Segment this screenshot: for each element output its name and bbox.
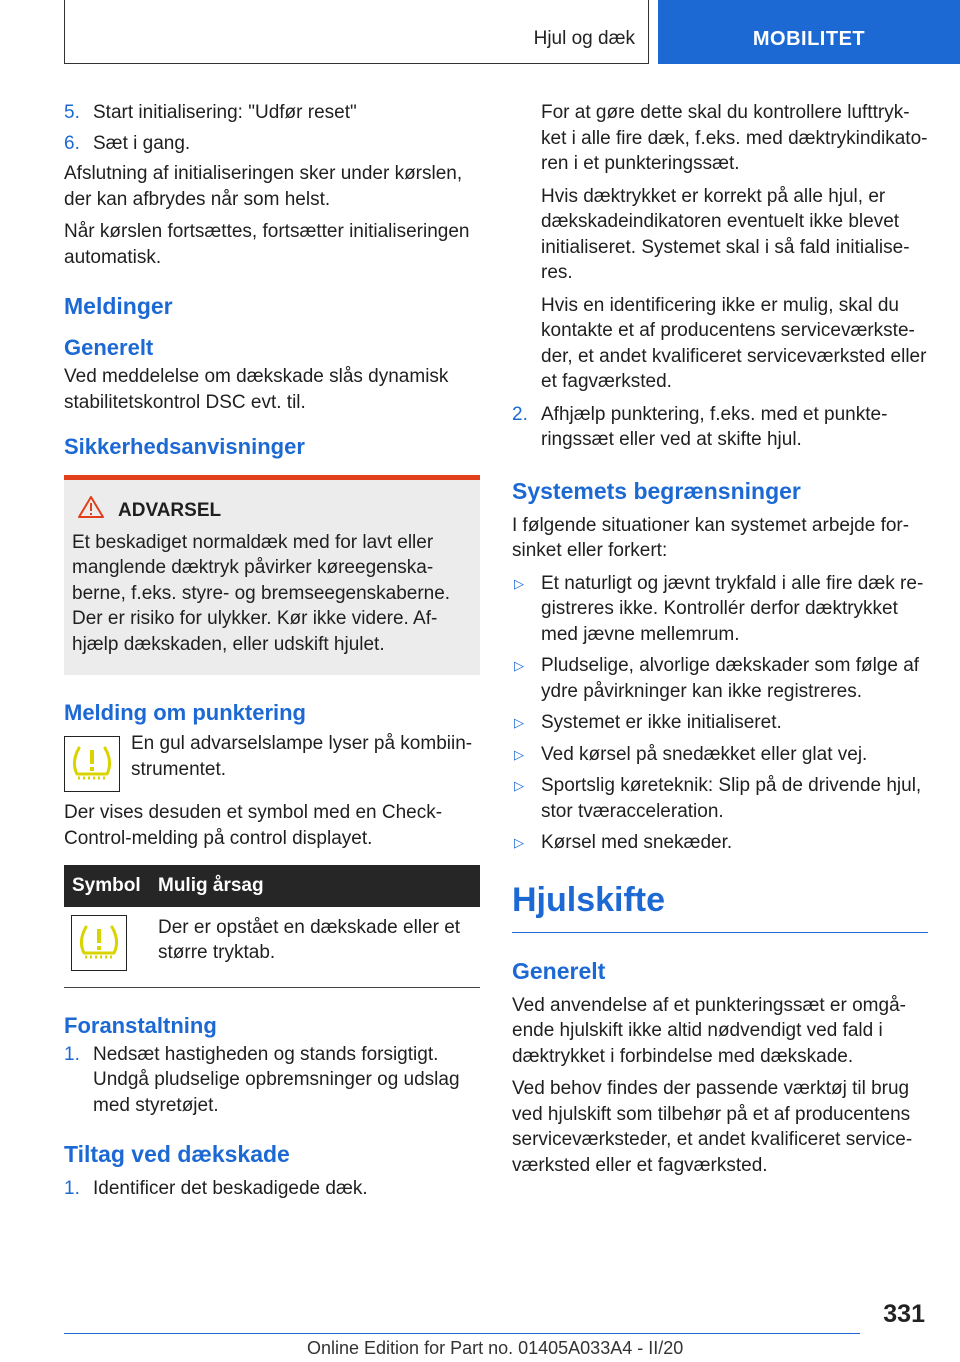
step-text: Afhjælp punktering, f.eks. med et punkteringssæt eller ved at skifte hjul. <box>541 403 888 450</box>
list-item: ▷ Kørsel med snekæder. <box>512 830 928 856</box>
warning-header <box>72 496 472 526</box>
right-column <box>512 100 928 1185</box>
table-cell-symbol <box>64 907 150 988</box>
heading-generelt: Generelt <box>512 957 606 984</box>
step-text: Sæt i gang. <box>93 132 191 154</box>
list-item: ▷ Sportslig køreteknik: Slip på de drivende hjul, stor tværacceleration. <box>512 773 928 824</box>
step-number: 2. <box>512 403 528 425</box>
warning-triangle-icon <box>72 496 118 526</box>
triangle-bullet-icon: ▷ <box>514 715 524 730</box>
triangle-bullet-icon: ▷ <box>514 835 524 850</box>
step-number: 6. <box>64 132 80 154</box>
step-2 <box>512 402 928 453</box>
step-number: 1. <box>64 1043 80 1065</box>
step-6 <box>64 131 480 157</box>
list-item: ▷ Pludselige, alvorlige dækskader som følge af ydre påvirkninger kan ikke registreres. <box>512 653 928 704</box>
section-title: Hjul og dæk <box>533 28 635 49</box>
step-number: 5. <box>64 102 80 123</box>
paragraph: Der vises desuden et symbol med en Check-Control-melding på control displayet. <box>64 802 443 849</box>
chapter-heading-hjulskifte: Hjulskifte <box>512 880 928 933</box>
heading-begraensninger: Systemets begrænsninger <box>512 477 801 504</box>
footer-divider <box>64 1333 860 1334</box>
list-item: ▷ Ved kørsel på snedækket eller glat vej. <box>512 742 928 768</box>
table-cell-cause: Der er opstået en dækskade eller et større tryktab. <box>150 907 480 988</box>
warning-text: Et beskadiget normaldæk med for lavt eller manglende dæktryk påvirker køreegenskaberne, f.eks. styre- og bremseegenskaberne. Der er risiko for ulykker. Kør ikke videre. Afhjælp dækskaden, eller udskift hjulet. <box>72 531 451 655</box>
step-text: Nedsæt hastigheden og stands forsigtigt. Undgå pludselige opbremsninger og udslag med styretøjet. <box>93 1043 460 1116</box>
heading-foranstaltning: Foranstaltning <box>64 1012 217 1038</box>
table-header-cause: Mulig årsag <box>150 865 480 907</box>
paragraph: Når kørslen fortsættes, fortsætter initialiseringen automatisk. <box>64 221 470 268</box>
table-header-row <box>64 865 480 907</box>
heading-sikkerhed: Sikkerhedsanvisninger <box>64 434 305 459</box>
step-text: Identificer det beskadigede dæk. <box>93 1178 368 1199</box>
triangle-bullet-icon: ▷ <box>514 575 524 591</box>
table-row <box>64 907 480 988</box>
paragraph: Afslutning af initialiseringen sker under kørslen, der kan afbrydes når som helst. <box>64 163 463 210</box>
paragraph: Ved meddelelse om dækskade slås dynamisk stabilitetskontrol DSC evt. til. <box>64 366 449 413</box>
list-item: ▷ Et naturligt og jævnt trykfald i alle fire dæk registreres ikke. Kontrollér derfor dæktrykket med jævne mellemrum. <box>512 571 928 648</box>
paragraph: Hvis dæktrykket er korrekt på alle hjul, er dækskadeindikatoren eventuelt ikke blevet initialiseret. Systemet skal i så fald initialiseres. <box>541 185 910 283</box>
step-1 <box>64 1042 480 1119</box>
symbol-table <box>64 865 480 988</box>
chapter-tab: MOBILITET <box>658 0 960 64</box>
lamp-block <box>64 731 480 792</box>
warning-box <box>64 475 480 675</box>
heading-generelt: Generelt <box>64 335 154 360</box>
left-column <box>64 100 480 1207</box>
tire-pressure-warning-icon <box>64 736 120 792</box>
heading-melding: Melding om punktering <box>64 700 306 725</box>
paragraph: Ved anvendelse af et punkteringssæt er omgående hjulskift ikke altid nødvendigt ved fald i dæktrykket i forbindelse med dækskade. <box>512 994 906 1067</box>
step-number: 1. <box>64 1178 80 1199</box>
paragraph: Hvis en identificering ikke er mulig, skal du kontakte et af producentens serviceværksteder, et andet kvalificeret serviceværksted eller et fagværksted. <box>541 294 927 392</box>
warning-title: ADVARSEL <box>118 500 222 521</box>
table-header-symbol: Symbol <box>64 865 150 907</box>
step-text: Start initialisering: "Udfør reset" <box>93 102 357 123</box>
list-item: ▷ Systemet er ikke initialiseret. <box>512 710 928 736</box>
triangle-bullet-icon: ▷ <box>514 746 524 762</box>
triangle-bullet-icon: ▷ <box>514 658 524 673</box>
tire-pressure-warning-icon <box>71 915 127 971</box>
paragraph: I følgende situationer kan systemet arbejde forsinket eller forkert: <box>512 514 910 561</box>
lamp-text: En gul advarselslampe lyser på kombiinstrumentet. <box>131 733 473 780</box>
page-number: 331 <box>883 1300 925 1328</box>
step-1 <box>64 1176 480 1202</box>
triangle-bullet-icon: ▷ <box>514 778 524 793</box>
footer-edition: Online Edition for Part no. 01405A033A4 - II/20 <box>307 1338 684 1358</box>
paragraph: For at gøre dette skal du kontrollere lufttrykket i alle fire dæk, f.eks. med dæktrykindikatoren i et punkteringssæt. <box>541 102 928 174</box>
heading-meldinger: Meldinger <box>64 293 173 319</box>
paragraph: Ved behov findes der passende værktøj til brug ved hjulskift som tilbehør på et af producentens serviceværksteder, et andet kvalificeret serviceværksted eller et fagværksted. <box>512 1078 913 1176</box>
step-5 <box>64 100 480 126</box>
heading-tiltag: Tiltag ved dækskade <box>64 1141 290 1167</box>
